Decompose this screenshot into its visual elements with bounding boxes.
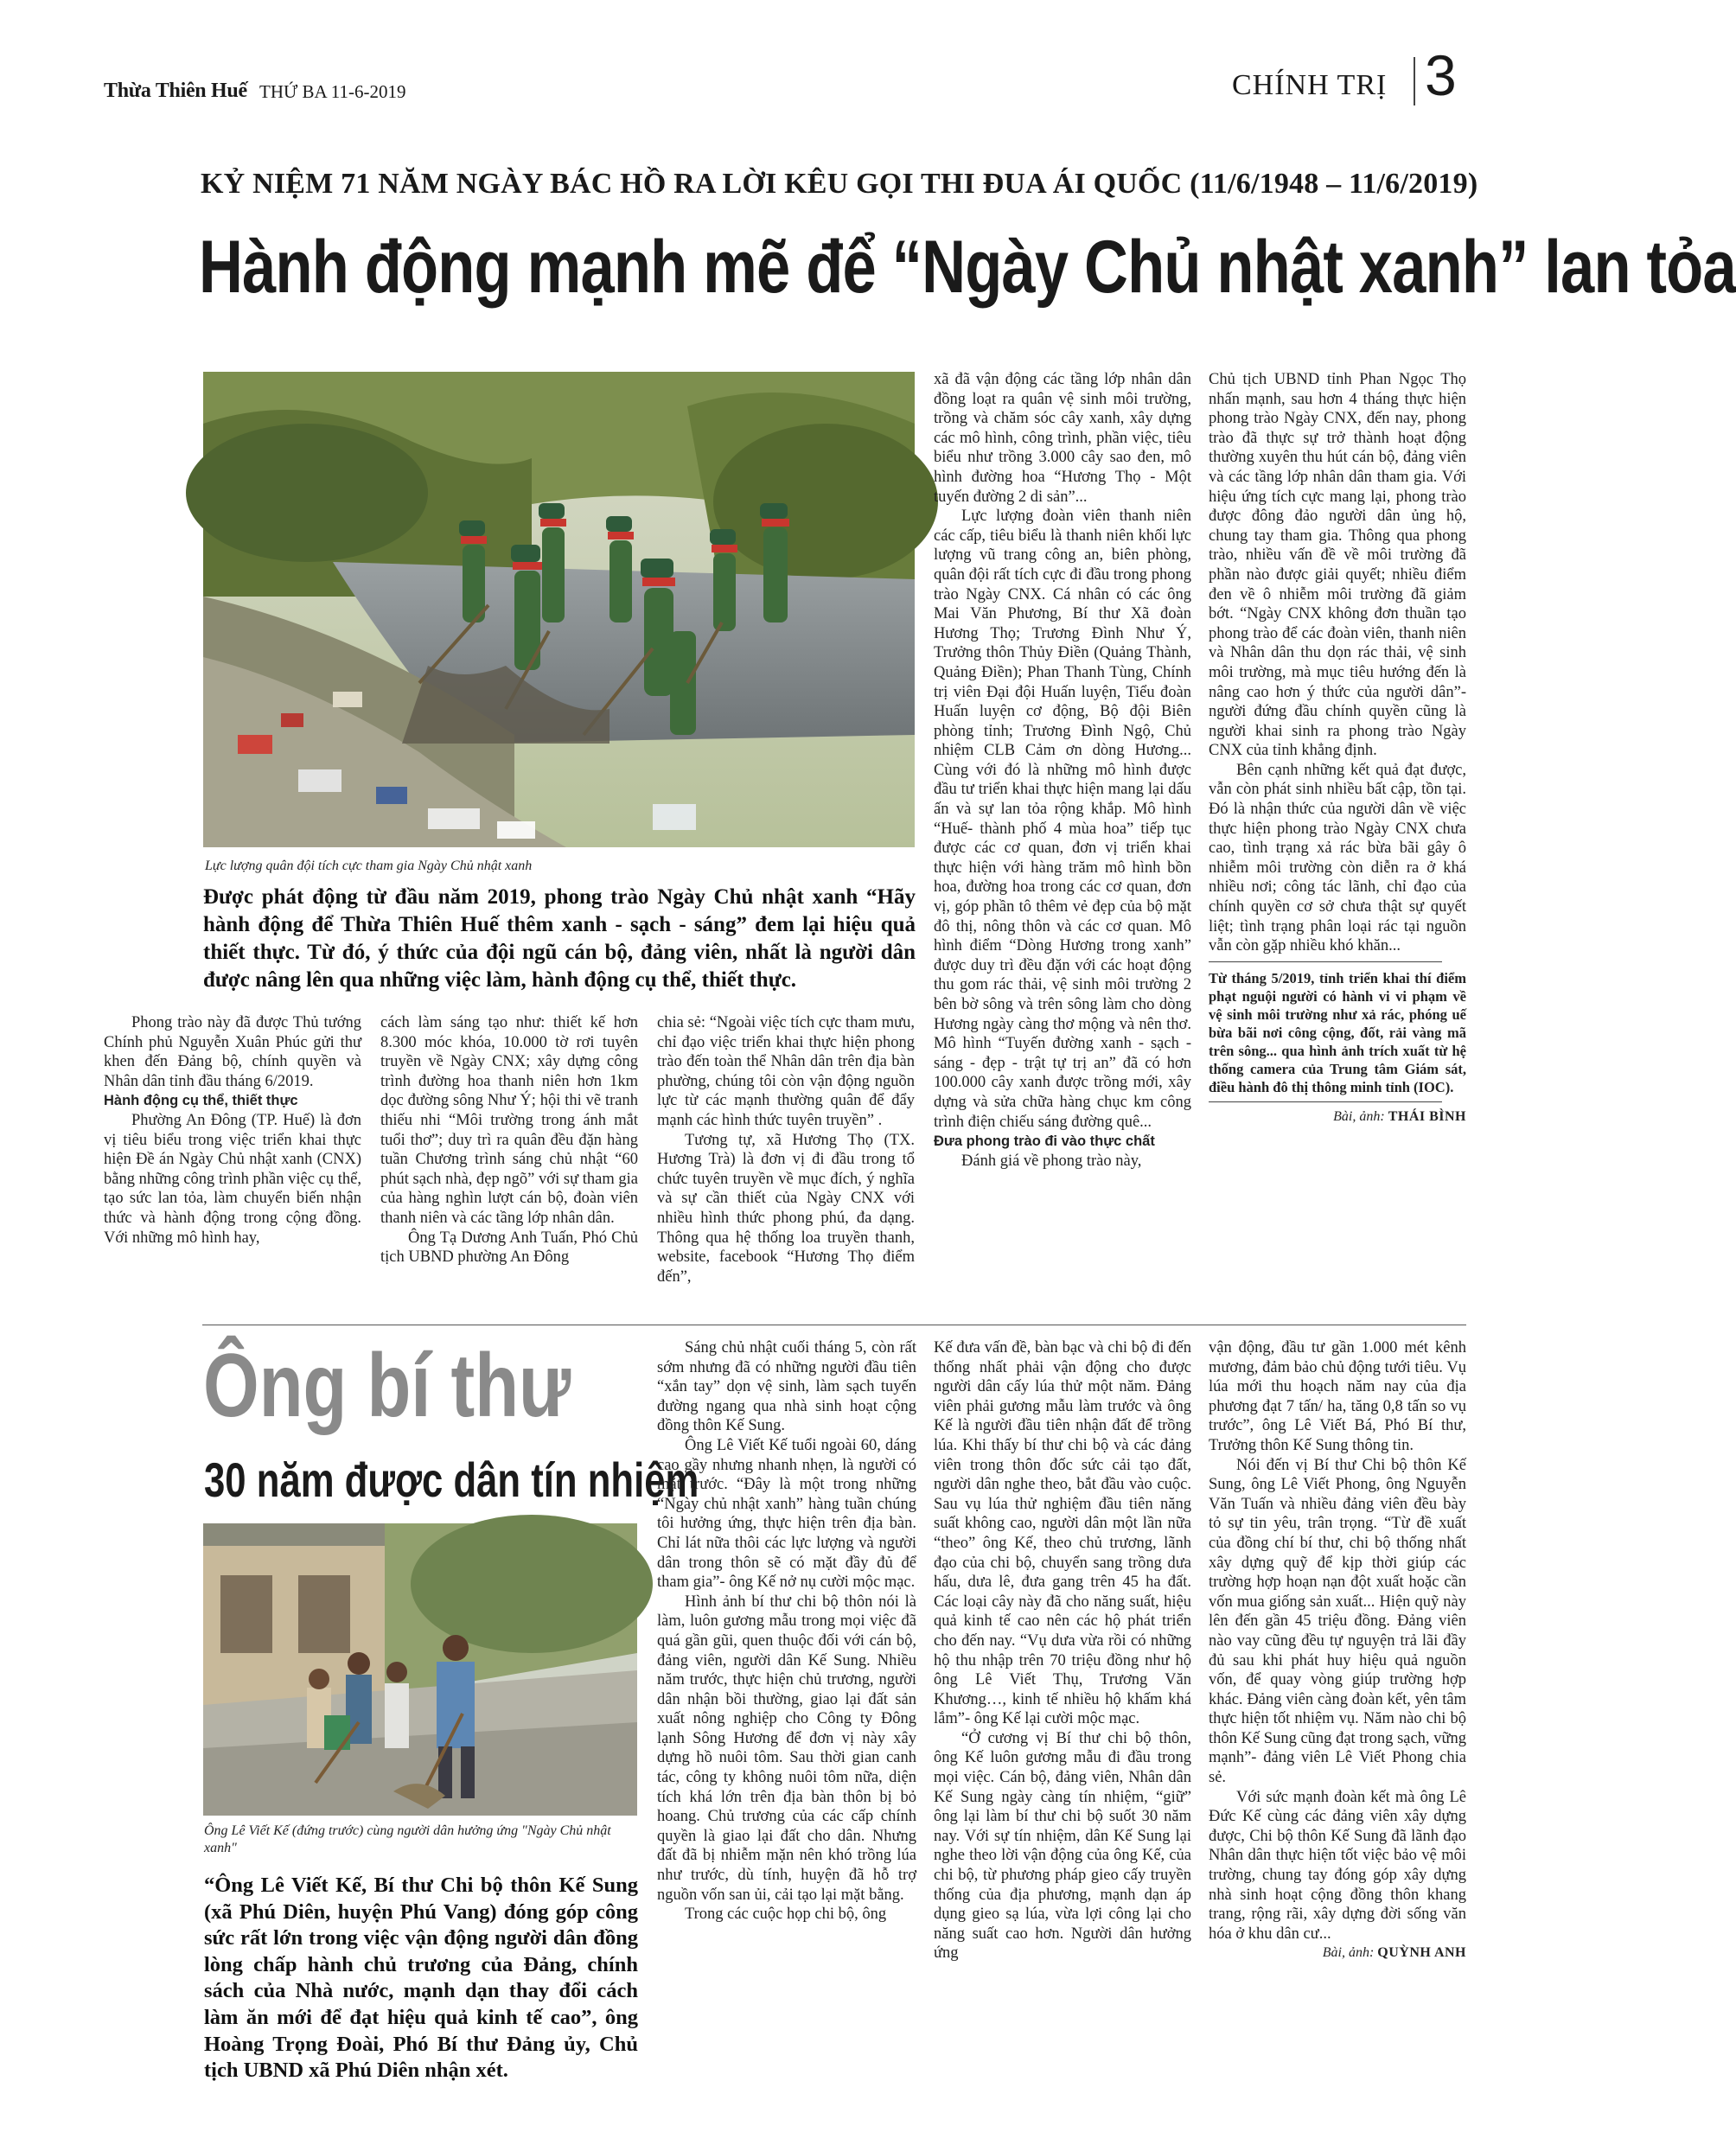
article1-column-3 [657, 1013, 915, 1286]
article1-column-5 [1209, 370, 1466, 1127]
article1-paragraph: Lực lượng đoàn viên thanh niên các cấp, tiêu biểu là thanh niên khối lực lượng vũ trang công an, biên phòng, quân đội rất tích cực đi đầu trong phong trào Ngày CNX. Cá nhân có các ông Mai Văn Phương, Bí thư Xã đoàn Hương Thọ; Trương Đình Như Ý, Trưởng thôn Thủy Điền (Quảng Thành, Quảng Điền); Phan Thanh Tùng, Chính trị viên Đại đội Huấn luyện, Tiểu đoàn Huấn luyện cơ động, Bộ đội Biên phòng tỉnh; Trương Đình Ngộ, Chủ nhiệm CLB Cảm ơn dòng Hương... Cùng với đó là những mô hình được đầu tư triển khai thực hiện mang lại dấu ấn và sự lan tỏa rộng khắp. Mô hình “Huế- thành phố 4 mùa hoa” tiếp tục được các cơ quan, đơn vị triển khai thực hiện với hàng trăm mô hình bồn hoa, đường hoa trong các cơ quan, đơn vị, góp phần tô thêm vẻ đẹp của bộ mặt đô thị, nông thôn và các cơ quan. Mô hình điểm “Dòng Hương trong xanh” được duy trì đều đặn với các hoạt động thu gom rác thải, vệ sinh môi trường 2 bên bờ sông và trên sông làm cho dòng Hương ngày càng thơ mộng và nên thơ. Mô hình “Tuyến đường xanh - sạch - sáng - đẹp - trật tự trị an” đã có hơn 100.000 cây xanh được trồng mới, xây dựng và sửa chữa hàng chục km công trình điện chiếu sáng đường quê... [934, 508, 1191, 1131]
article2-column-4 [1209, 1338, 1466, 1963]
article1-photo [203, 372, 915, 847]
article2-paragraph: Trong các cuộc họp chi bộ, ông [685, 1906, 887, 1924]
article2-column-2 [657, 1338, 916, 1925]
article1-kicker: KỶ NIỆM 71 NĂM NGÀY BÁC HỒ RA LỜI KÊU GỌI THI ĐUA ÁI QUỐC (11/6/1948 – 11/6/2019) [201, 168, 1478, 200]
article2-paragraph: Nói đến vị Bí thư Chi bộ thôn Kế Sung, ông Lê Viết Phong, ông Nguyễn Văn Tuấn và nhiều đảng viên đều bày tỏ sự tin yêu, trân trọng. “Từ đề xuất của đồng chí bí thư, chi bộ thống nhất xây dựng quỹ để kịp thời giúp các trường hợp hoạn nạn đột xuất hoặc cần vốn mua giống sản xuất... Hiện quỹ này lên đến gần 45 triệu đồng. Đảng viên nào vay cũng đều tự nguyện trả lãi đầy đủ sau khi phát huy hiệu quả nguồn vốn, để quay vòng giúp trường hợp khác. Đảng viên càng đoàn kết, yên tâm thực hiện tốt nhiệm vụ. Năm nào chi bộ thôn Kế Sung cũng đạt trong sạch, vững mạnh”- đảng viên Lê Viết Phong chia sẻ. [1209, 1456, 1466, 1787]
article2-paragraph: Kế đưa vấn đề, bàn bạc và chi bộ đi đến thống nhất phải vận động cho được người dân cấy lúa thử một năm. Đảng viên phải gương mẫu làm trước và ông Kế là người đầu tiên nhận đất để trồng lúa. Khi thấy bí thư chi bộ và các đảng viên trong thôn đốc sức cải tạo đất, người dân nghe theo, bắt đầu vào cuộc. Sau vụ lúa thử nghiệm đầu tiên năng suất không cao, người dân một lần nữa “theo” ông Kế, theo chủ trương, lãnh đạo của chi bộ, chuyển sang trồng dưa hấu, dưa lê, đưa gang trên 45 ha đất. Các loại cây này đã cho năng suất, hiệu quả kinh tế cao nên các hộ phát triển cho đến nay. “Vụ dưa vừa rồi có những hộ thu nhập trên 70 triệu đồng như hộ ông Lê Viết Thụ, Trương Văn Khương…, kinh tế nhiều hộ khấm khá lắm”- ông Kế lại cười mộc mạc. [934, 1339, 1191, 1728]
article1-note-box: Từ tháng 5/2019, tỉnh triển khai thí điểm phạt nguội người có hành vi vi phạm về vệ sinh môi trường như xả rác, phóng uế bừa bãi nơi công cộng, đốt, rải vàng mã trên sông... qua hình ảnh trích xuất từ hệ thống camera của Trung tâm Giám sát, điều hành đô thị thông minh tỉnh (IOC). [1209, 969, 1466, 1095]
page-number: 3 [1425, 43, 1457, 107]
article1-paragraph: Ông Tạ Dương Anh Tuấn, Phó Chủ tịch UBND phường An Đông [380, 1229, 638, 1267]
soldiers-cleaning-photo [203, 372, 915, 847]
article2-paragraph: Ông Lê Viết Kế tuổi ngoài 60, dáng cao gầy nhưng nhanh nhẹn, là người có mặt trước. “Đây là một trong những “Ngày chủ nhật xanh” hàng tuần chúng tôi hưởng ứng, thực hiện trên địa bàn. Chỉ lát nữa thôi các lực lượng và người dân trong thôn sẽ có mặt đầy đủ để tham gia”- ông Kế nở nụ cười mộc mạc. [657, 1436, 916, 1592]
article2-lead: “Ông Lê Viết Kế, Bí thư Chi bộ thôn Kế Sung (xã Phú Diên, huyện Phú Vang) đóng góp công sức rất lớn trong việc vận động người dân đồng lòng chấp hành chủ trương của Đảng, chính sách của Nhà nước, mạnh dạn thay đổi cách làm ăn mới để đạt hiệu quả kinh tế cao”, ông Hoàng Trọng Đoài, Phó Bí thư Đảng ủy, Chủ tịch UBND xã Phú Diên nhận xét. [204, 1874, 638, 2083]
article1-paragraph: chia sẻ: “Ngoài việc tích cực tham mưu, chỉ đạo việc triển khai thực hiện phong trào đến toàn thể Nhân dân trên địa bàn phường, chúng tôi còn vận động nguồn lực từ các mạnh thường quân để đẩy mạnh các hình thức tuyên truyền” . [657, 1014, 915, 1129]
article1-headline: Hành động mạnh mẽ để “Ngày Chủ nhật xanh” lan tỏa [199, 226, 1736, 309]
article2-photo-caption: Ông Lê Viết Kế (đứng trước) cùng người dân hưởng ứng "Ngày Chủ nhật xanh" [204, 1823, 611, 1855]
article1-paragraph: Phường An Đông (TP. Huế) là đơn vị tiêu biểu trong việc triển khai thực hiện Đề án Ngày Chủ nhật xanh (CNX) bằng những công trình phần việc cụ thể, tạo sức lan tỏa, làm chuyển biến nhận thức và hành động trong cộng đồng. Với những mô hình hay, [104, 1111, 361, 1247]
article2-headline-big: Ông bí thư [203, 1336, 571, 1436]
article1-column-1 [104, 1013, 361, 1248]
article2-column-3 [934, 1338, 1191, 1963]
article2-paragraph: Với sức mạnh đoàn kết mà ông Lê Đức Kế cùng các đảng viên xây dựng được, Chi bộ thôn Kế Sung đã lãnh đạo Nhân dân thực hiện tốt việc bảo vệ môi trường, chung tay đóng góp xây dựng nhà sinh hoạt cộng đồng thôn khang trang, rộng rãi, xây dựng đời sống văn hóa ở khu dân cư... [1209, 1788, 1466, 1943]
article1-photo-caption: Lực lượng quân đội tích cực tham gia Ngày Chủ nhật xanh [205, 859, 533, 873]
article2-paragraph: vận động, đầu tư gần 1.000 mét kênh mương, đảm bảo chủ động tưới tiêu. Vụ lúa mới thu hoạch năm nay của địa phương đạt 7 tấn/ ha, tăng 0,8 tấn so vụ trước”, ông Lê Viết Bá, Phó Bí thư, Trưởng thôn Kế Sung thông tin. [1209, 1339, 1466, 1454]
note-divider [1209, 961, 1442, 962]
article2-paragraph: Sáng chủ nhật cuối tháng 5, còn rất sớm nhưng đã có những người đầu tiên “xắn tay” dọn vệ sinh, làm sạch tuyến đường ngang qua nhà sinh hoạt cộng đồng thôn Kế Sung. [657, 1339, 916, 1435]
article1-paragraph: Phong trào này đã được Thủ tướng Chính phủ Nguyễn Xuân Phúc gửi thư khen đến Đảng bộ, chính quyền và Nhân dân tỉnh đầu tháng 6/2019. [104, 1014, 361, 1090]
article2-paragraph: “Ở cương vị Bí thư chi bộ thôn, ông Kế luôn gương mẫu đi đầu trong mọi việc. Cán bộ, đảng viên, Nhân dân Kế Sung ngày càng tín nhiệm, “giữ” ông lại làm bí thư chi bộ suốt 30 năm nay. Với sự tín nhiệm, dân Kế Sung lại nghe theo lời vận động của ông Kế, của chi bộ, từ phương pháp gieo cấy truyền thống của địa phương, mạnh dạn áp dụng gieo sạ lúa, vừa lợi công lại cho năng suất cao hơn. Người dân hưởng ứng [934, 1729, 1191, 1963]
masthead-paper-name: Thừa Thiên Huế [104, 80, 247, 102]
article1-paragraph: Bên cạnh những kết quả đạt được, vẫn còn phát sinh nhiều bất cập, tồn tại. Đó là nhận thức của người dân về việc thực hiện phong trào Ngày CNX chưa cao, tình trạng xả rác bừa bãi gây ô nhiễm môi trường còn diễn ra ở khá nhiều nơi; công tác lãnh, chỉ đạo của chính quyền cơ sở chưa thật sự quyết liệt; tình trạng phân loại rác tại nguồn vẫn còn gặp nhiều khó khăn... [1209, 761, 1466, 955]
article1-paragraph: Chủ tịch UBND tỉnh Phan Ngọc Thọ nhấn mạnh, sau hơn 4 tháng thực hiện phong trào Ngày CNX, đến nay, phong trào đã thực sự trở thành hoạt động thường xuyên thu hút cán bộ, đảng viên và các tầng lớp nhân dân tham gia. Với hiệu ứng tích cực mang lại, phong trào được đông đảo người dân ủng hộ, chung tay tham gia. Thông qua phong trào, nhiều vấn đề về môi trường đã phần nào được giải quyết; nhiều điểm đen về ô nhiễm môi trường đã giảm bớt. “Ngày CNX không đơn thuần tạo phong trào để các đoàn viên, thanh niên và Nhân dân thu dọn rác thải, vệ sinh môi trường, mà mục tiêu hướng đến là nâng cao hơn ý thức của người dân”- người đứng đầu chính quyền cũng là người khai sinh ra phong trào Ngày CNX của tỉnh khẳng định. [1209, 371, 1466, 760]
article1-column-4 [934, 370, 1191, 1171]
article1-paragraph: xã đã vận động các tầng lớp nhân dân đồng loạt ra quân vệ sinh môi trường, trồng và chăm sóc cây xanh, xây dựng các mô hình, công trình, phần việc, tiêu biểu như trồng 3.000 cây sao đen, mô hình đường hoa “Hương Thọ - Một tuyến đường 2 di sản”... [934, 371, 1191, 506]
note-divider-bottom [1209, 1101, 1442, 1102]
article2-paragraph: Hình ảnh bí thư chi bộ thôn nói là làm, luôn gương mẫu trong mọi việc đã quá gần gũi, quen thuộc đối với cán bộ, đảng viên, người dân Kế Sung. Nhiều năm trước, thực hiện chủ trương, người dân nhận bồi thường, giao lại đất sản xuất nông nghiệp cho Công ty Đông lạnh Sông Hương để đơn vị này xây dựng hồ nuôi tôm. Sau thời gian canh tác, công ty không nuôi tôm nữa, diện tích khá lớn trên địa bàn thôn bị bỏ hoang. Chủ trương của các cấp chính quyền là giao lại đất cho dân. Nhưng đất đã bị nhiễm mặn nên khó trồng lúa như trước, dù tính, huyện đã hỗ trợ nguồn vốn san ủi, cải tạo lại mặt bằng. [657, 1593, 916, 1904]
article1-subhead: Hành động cụ thể, thiết thực [104, 1093, 298, 1109]
article1-paragraph: cách làm sáng tạo như: thiết kế hơn 8.300 móc khóa, 10.000 tờ rơi tuyên truyền về Ngày CNX; xây dựng công trình đường hoa thanh niên hơn 1km dọc đường sông Như Ý; hội thi vẽ tranh thiếu nhi “Môi trường trong ánh mắt tuổi thơ”; duy trì ra quân đều đặn hàng tuần Chương trình sáng chủ nhật “60 phút sạch nhà, đẹp ngõ” với sự tham gia của hàng nghìn lượt cán bộ, đoàn viên thanh niên và các tầng lớp nhân dân. [380, 1014, 638, 1227]
article1-column-2 [380, 1013, 638, 1267]
article1-paragraph: Tương tự, xã Hương Thọ (TX. Hương Trà) là đơn vị đi đầu trong tổ chức tuyên truyền về mục đích, ý nghĩa và sự cần thiết của Ngày CNX với nhiều hình thức phong phú, đa dạng. Thông qua hệ thống loa truyền thanh, website, facebook “Hương Thọ điểm đến”, [657, 1131, 915, 1286]
section-name: CHÍNH TRỊ [1232, 69, 1388, 101]
issue-date: THỨ BA 11-6-2019 [259, 81, 406, 102]
article2-photo [203, 1523, 637, 1816]
header-divider [1414, 57, 1415, 105]
villagers-sweeping-photo [203, 1523, 637, 1816]
article1-byline: Bài, ảnh: THÁI BÌNH [1333, 1108, 1466, 1124]
article1-paragraph: Đánh giá về phong trào này, [961, 1152, 1142, 1170]
article2-byline: Bài, ảnh: QUỲNH ANH [1322, 1945, 1466, 1961]
article1-subhead: Đưa phong trào đi vào thực chất [934, 1133, 1155, 1150]
article2-headline-small: 30 năm được dân tín nhiệm [204, 1452, 699, 1507]
article1-lead: Được phát động từ đầu năm 2019, phong trào Ngày Chủ nhật xanh “Hãy hành động để Thừa Thiên Huế thêm xanh - sạch - sáng” đem lại hiệu quả thiết thực. Từ đó, ý thức của đội ngũ cán bộ, đảng viên, nhất là người dân được nâng lên qua những việc làm, hành động cụ thể, thiết thực. [203, 885, 916, 992]
